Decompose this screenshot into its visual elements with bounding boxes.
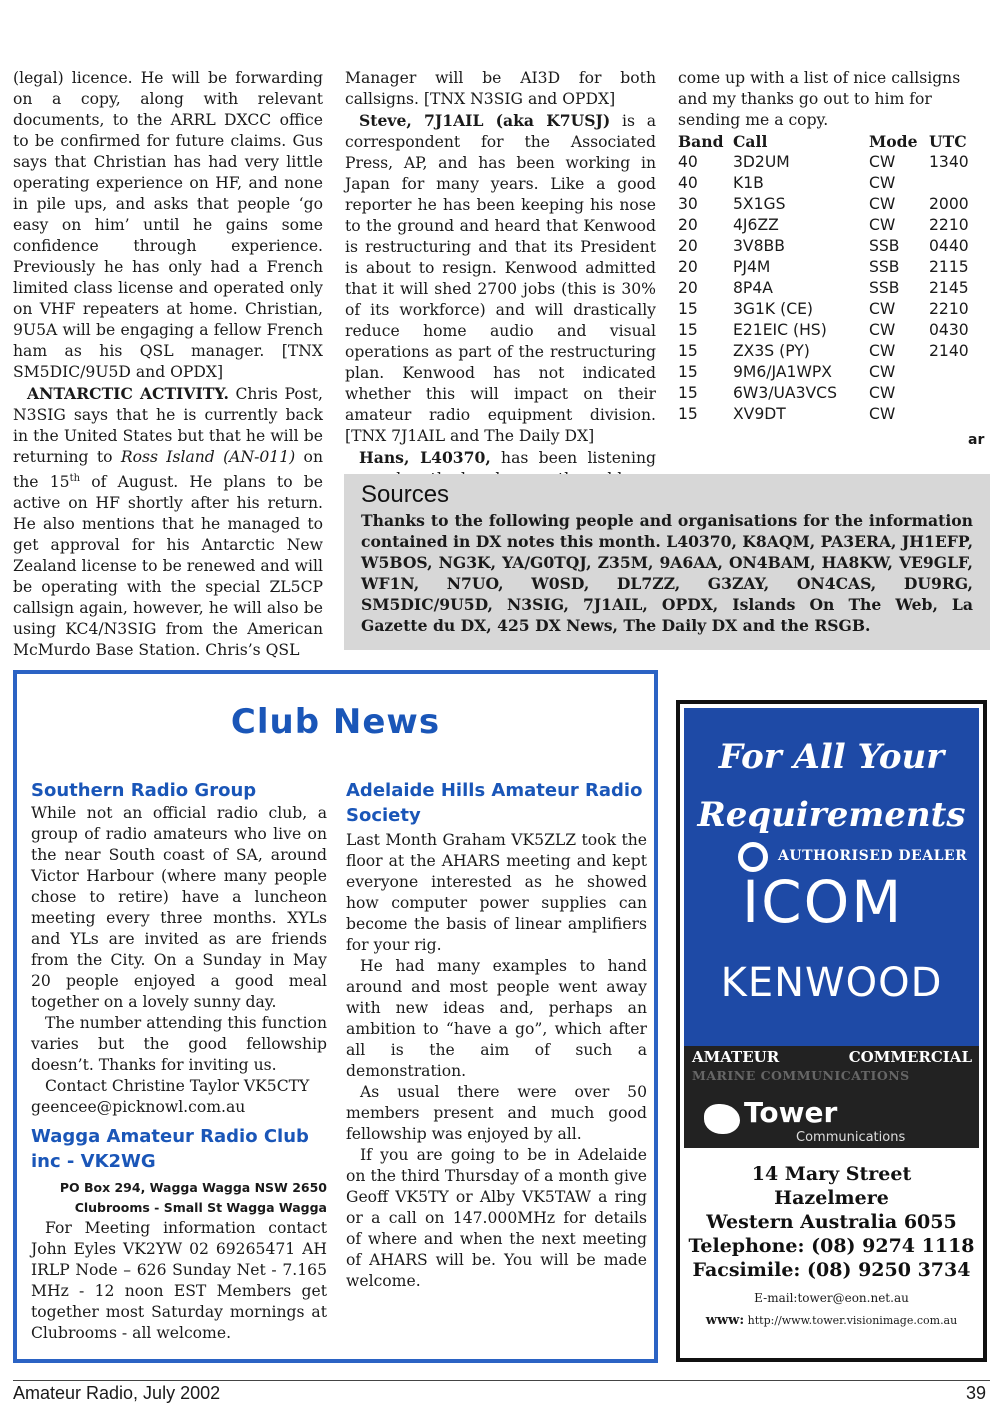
ad-headline <box>684 728 979 844</box>
ad-headline-line: For All Your <box>718 737 945 777</box>
table-cell <box>929 173 989 194</box>
column-header: Band <box>678 132 724 151</box>
paragraph: (legal) licence. He will be forwarding on a copy, along with relevant documents, to the ARRL DXCC office to be confirmed for future claims. Gus says that Christian has had very little operating experience on HF, and none in pile ups, and asks that people ‘go easy on him’ until he gains some confidence through experience. Previously he has only had a French limited class license and operated only on VHF repeaters at home. Christian, 9U5A will be engaging a fellow French ham as his QSL manager. [TNX SM5DIC/9U5D and OPDX] <box>13 69 323 381</box>
australia-map-icon <box>704 1104 740 1134</box>
table-cell: 15 <box>678 321 698 339</box>
table-cell: 40 <box>678 174 698 192</box>
paragraph: He had many examples to hand around and most people went away with new ideas and, perhaps an ambition to “have a go”, which after all is the aim of such a demonstration. <box>346 957 647 1080</box>
table-cell: 2000 <box>929 195 969 213</box>
sources-box <box>344 474 990 650</box>
table-row <box>678 194 989 215</box>
table-cell: 1340 <box>929 153 969 171</box>
table-cell: CW <box>869 405 896 423</box>
address-line: Hazelmere <box>774 1187 889 1209</box>
table-cell: 3D2UM <box>733 153 790 171</box>
table-cell <box>929 383 989 404</box>
page-number: 39 <box>966 1383 987 1403</box>
www-label: www: <box>705 1313 745 1328</box>
phone-line: Telephone: (08) 9274 1118 <box>688 1235 975 1257</box>
article-column-2 <box>345 68 656 490</box>
paragraph: come up with a list of nice callsigns and my thanks go out to him for sending me a copy. <box>678 69 961 129</box>
table-cell: 20 <box>678 216 698 234</box>
paragraph: Manager will be AI3D for both callsigns. [TNX N3SIG and OPDX] <box>345 69 656 108</box>
table-body <box>678 152 989 425</box>
table-header-row <box>678 131 989 152</box>
text-run: on the 15 <box>13 448 323 492</box>
paragraph-antarctic <box>13 383 323 661</box>
club-address: PO Box 294, Wagga Wagga NSW 2650 <box>59 1180 327 1195</box>
callsign-table <box>678 131 989 425</box>
address-line: Western Australia 6055 <box>706 1211 957 1233</box>
kenwood-logo: KENWOOD <box>720 960 943 1006</box>
table-cell: XV9DT <box>733 405 786 423</box>
paragraph: For Meeting information contact John Eyles VK2YW 02 69265471 AH IRLP Node – 626 Sunday Net - 7.165 MHz - 12 noon EST Members get together most Saturday mornings at Clubrooms - all welcome. <box>31 1219 327 1342</box>
table-cell <box>929 362 989 383</box>
contact-email: geencee@picknowl.com.au <box>31 1098 246 1116</box>
paragraph: As usual there were over 50 members present and much good fellowship was enjoyed by all. <box>346 1083 647 1143</box>
sources-title: Sources <box>361 481 450 508</box>
table-cell: 15 <box>678 300 698 318</box>
paragraph-lead: ANTARCTIC ACTIVITY. <box>27 384 229 403</box>
table-cell: 2115 <box>929 258 969 276</box>
ad-address <box>680 1162 983 1282</box>
table-cell: SSB <box>869 237 900 255</box>
table-row <box>678 404 989 425</box>
tower-logo-subtitle: Communications <box>796 1130 906 1145</box>
table-cell: E21EIC (HS) <box>733 321 827 339</box>
italic-run: Ross Island (AN-011) <box>120 448 296 466</box>
table-row <box>678 383 989 404</box>
table-cell: CW <box>869 363 896 381</box>
column-header: UTC <box>929 132 967 151</box>
table-cell: CW <box>869 195 896 213</box>
article-column-1 <box>13 68 323 661</box>
table-row <box>678 152 989 173</box>
table-cell: ZX3S (PY) <box>733 342 810 360</box>
table-cell: 9M6/JA1WPX <box>733 363 832 381</box>
paragraph: Last Month Graham VK5ZLZ took the floor at the AHARS meeting and kept everyone interested as he showed how computer power supplies can become the basis of linear amplifiers for your rig. <box>346 831 647 954</box>
table-cell: CW <box>869 174 896 192</box>
table-cell: 2210 <box>929 216 969 234</box>
superscript: th <box>69 473 81 484</box>
table-cell: 20 <box>678 237 698 255</box>
fax-line: Facsimile: (08) 9250 3734 <box>692 1259 971 1281</box>
table-row <box>678 236 989 257</box>
table-row <box>678 320 989 341</box>
text-run: is a correspondent for the Associated Press, AP, and has been working in Japan for many years. Like a good reporter he has been keeping his nose to the ground and heard that Kenwood is restructuring and that its President is about to resign. Kenwood admitted that it will shed 2700 jobs (this is 30% of its workforce) and will drastically reduce home audio and visual operations as part of the restructuring plan. Kenwood has not indicated whether this will impact on their amateur radio equipment division. [TNX 7J1AIL and The Daily DX] <box>345 112 656 445</box>
ad-website <box>680 1312 983 1330</box>
table-cell: CW <box>869 321 896 339</box>
table-cell: 3V8BB <box>733 237 785 255</box>
table-cell: 0440 <box>929 237 969 255</box>
ad-dark-band <box>684 1046 979 1148</box>
club-news-box <box>13 670 658 1363</box>
end-mark: ar <box>968 432 985 448</box>
table-cell: CW <box>869 300 896 318</box>
text-run: has been listening <box>501 449 656 467</box>
paragraph-lead: Hans, L40370, <box>359 448 491 467</box>
www-url: http://www.tower.visionimage.com.au <box>747 1314 958 1327</box>
tower-advertisement <box>676 700 987 1362</box>
ad-category-marine: MARINE COMMUNICATIONS <box>692 1068 910 1083</box>
club-heading-adelaide: Adelaide Hills Amateur Radio Society <box>346 780 643 826</box>
ad-blue-panel <box>684 708 979 1046</box>
table-cell: CW <box>869 216 896 234</box>
table-cell: PJ4M <box>733 258 771 276</box>
table-row <box>678 173 989 194</box>
table-cell: CW <box>869 384 896 402</box>
paragraph: The number attending this function varies but the good fellowship doesn’t. Thanks for inviting us. <box>31 1014 327 1074</box>
ad-dealer-label: AUTHORISED DEALER <box>778 848 968 864</box>
table-cell: 5X1GS <box>733 195 786 213</box>
table-cell: 8P4A <box>733 279 773 297</box>
table-row <box>678 257 989 278</box>
table-cell: 20 <box>678 279 698 297</box>
icom-logo: ICOM <box>742 868 904 936</box>
club-address: Clubrooms - Small St Wagga Wagga <box>74 1200 327 1215</box>
table-cell: 2140 <box>929 342 969 360</box>
club-heading-southern: Southern Radio Group <box>31 780 257 801</box>
table-cell: 15 <box>678 384 698 402</box>
table-cell: 30 <box>678 195 698 213</box>
text-run: of August. He plans to be active on HF shortly after his return. He also mentions that he managed to get approval for his Antarctic New Zealand license to be renewed and will be operating with the special ZL5CP callsign again, however, he will also be using KC4/N3SIG from the American McMurdo Base Station. Chris’s QSL <box>13 473 323 660</box>
club-heading-wagga: Wagga Amateur Radio Club inc - VK2WG <box>31 1126 309 1172</box>
table-row <box>678 341 989 362</box>
table-cell: SSB <box>869 279 900 297</box>
ad-category: COMMERCIAL <box>848 1048 972 1066</box>
club-column-2 <box>346 778 647 1292</box>
table-row <box>678 299 989 320</box>
tower-logo: Tower <box>744 1096 838 1129</box>
footer-rule <box>13 1380 990 1381</box>
table-cell: 15 <box>678 405 698 423</box>
table-cell: 4J6ZZ <box>733 216 779 234</box>
column-header: Mode <box>869 132 918 151</box>
footer-publication: Amateur Radio, July 2002 <box>13 1383 221 1403</box>
table-cell: 3G1K (CE) <box>733 300 814 318</box>
article-column-3 <box>678 68 990 425</box>
table-cell: SSB <box>869 258 900 276</box>
address-line: 14 Mary Street <box>751 1163 912 1185</box>
column-header: Call <box>733 132 768 151</box>
table-cell: 2145 <box>929 279 969 297</box>
table-cell: 15 <box>678 342 698 360</box>
ad-categories <box>692 1048 972 1066</box>
table-cell: 0430 <box>929 321 969 339</box>
table-cell: CW <box>869 153 896 171</box>
club-news-title: Club News <box>230 702 441 742</box>
paragraph-lead: Steve, 7J1AIL (aka K7USJ) <box>359 111 611 130</box>
table-cell: K1B <box>733 174 764 192</box>
table-row <box>678 278 989 299</box>
table-cell: 2210 <box>929 300 969 318</box>
sources-text: Thanks to the following people and organisations for the information contained in DX notes this month. L40370, K8AQM, PA3ERA, JH1EFP, W5BOS, NG3K, YA/G0TQJ, Z35M, 9A6AA, ON4BAM, HA8KW, VE9GLF, WF1N, N7UO, W0SD, DL7ZZ, G3ZAY, ON4CAS, DU9RG, SM5DIC/9U5D, N3SIG, 7J1AIL, OPDX, Islands On The Web, La Gazette du DX, 425 DX News, The Daily DX and the RSGB. <box>361 511 973 635</box>
club-column-1 <box>31 778 327 1344</box>
table-cell <box>929 404 989 425</box>
table-row <box>678 362 989 383</box>
table-cell: CW <box>869 342 896 360</box>
paragraph: Contact Christine Taylor VK5CTY <box>45 1077 310 1095</box>
ad-email: E-mail:tower@eon.net.au <box>754 1291 909 1305</box>
table-cell: 15 <box>678 363 698 381</box>
paragraph: While not an official radio club, a group of radio amateurs who live on the near South coast of SA, around Victor Harbour (where many people chose to retire) have a luncheon meeting every three months. XYLs and YLs are invited as are friends from the City. On a Sunday in May 20 people enjoyed a good meal together on a lovely sunny day. <box>31 804 327 1011</box>
ad-category: AMATEUR <box>692 1048 780 1066</box>
paragraph-steve <box>345 110 656 447</box>
text-run: Chris Post, N3SIG says that he is currently back in the United States but that he will be returning to <box>13 385 323 466</box>
paragraph: If you are going to be in Adelaide on the third Thursday of a month give Geoff VK5TY or Alby VK5TAW a ring or a call on 147.000MHz for details of where and when the next meeting of AHARS will be. You will be made welcome. <box>346 1146 647 1290</box>
table-cell: 6W3/UA3VCS <box>733 384 837 402</box>
table-cell: 20 <box>678 258 698 276</box>
table-cell: 40 <box>678 153 698 171</box>
table-row <box>678 215 989 236</box>
ad-headline-line: Requirements <box>697 795 966 835</box>
